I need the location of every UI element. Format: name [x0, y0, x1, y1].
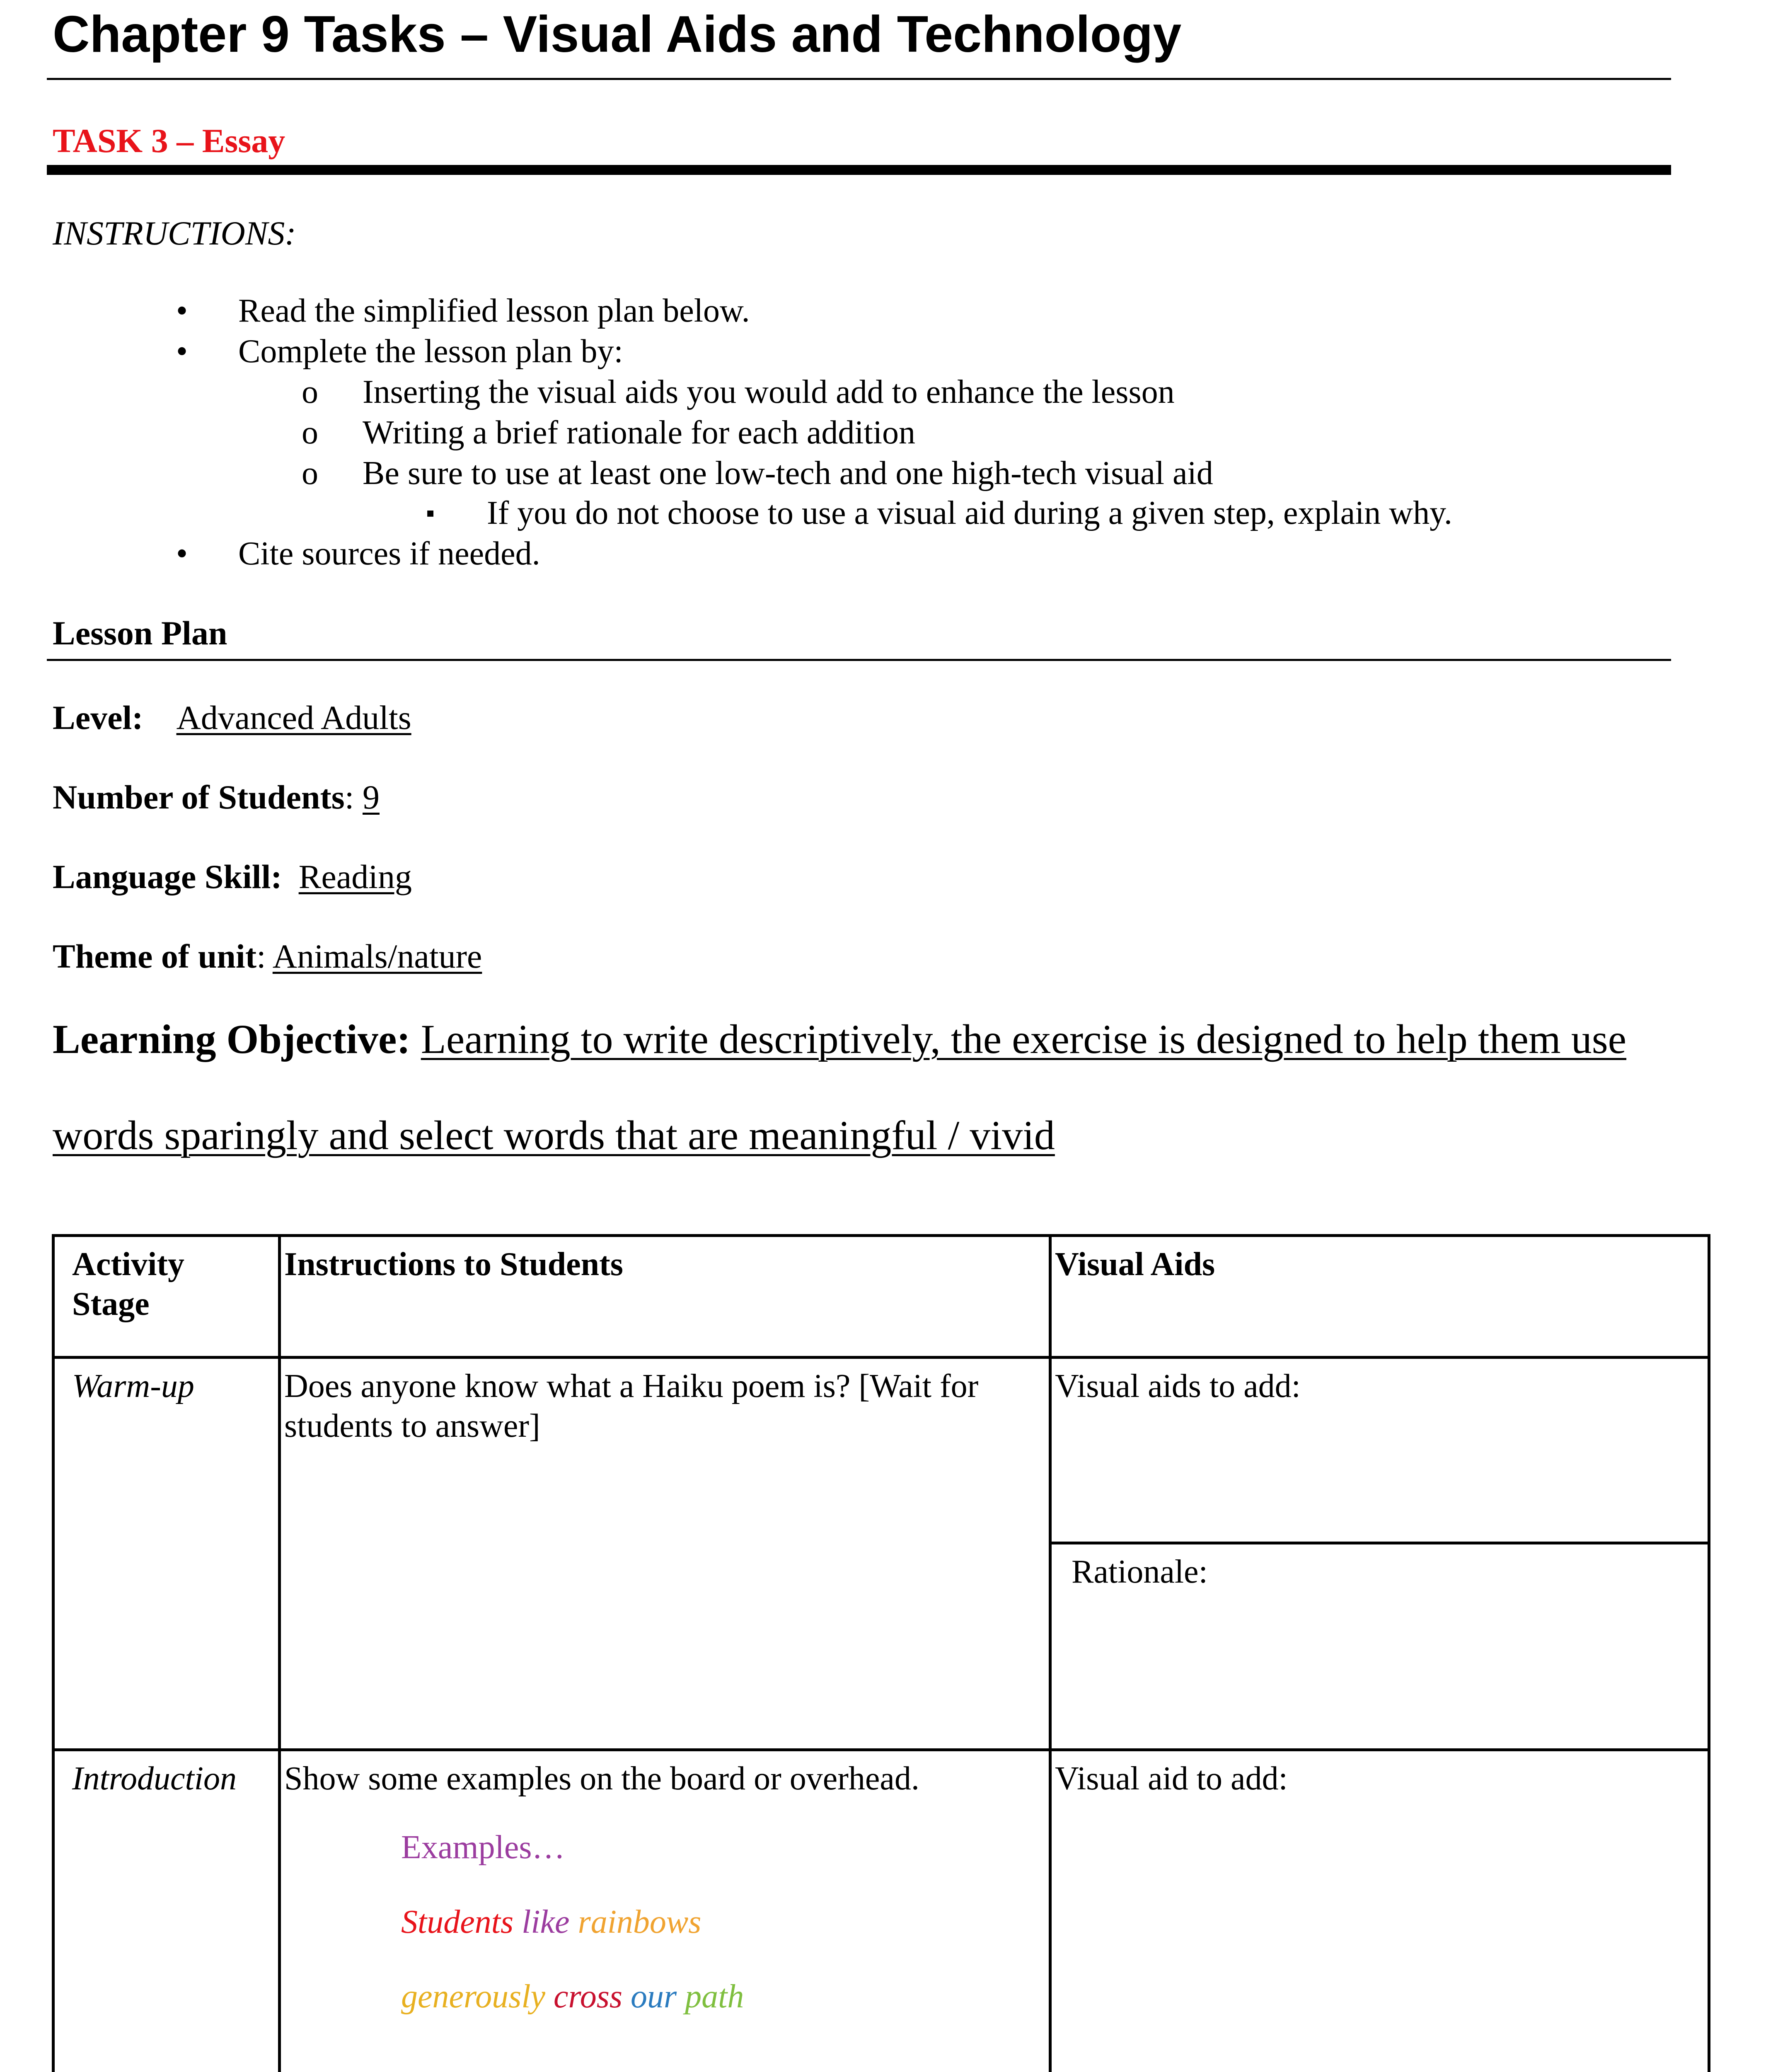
haiku-word: rainbows: [578, 1904, 702, 1940]
bullet-marker: o: [302, 455, 318, 491]
theme-row: [53, 937, 482, 976]
warmup-instructions-cell: [280, 1358, 1050, 1750]
instruction-text: Writing a brief rationale for each addition: [363, 414, 915, 451]
intro-stage-cell: [53, 1750, 280, 2072]
warmup-instructions: Does anyone know what a Haiku poem is? [Wait for students to answer]: [284, 1368, 979, 1444]
haiku-word: generously: [401, 1978, 546, 2015]
instruction-text: Read the simplified lesson plan below.: [238, 293, 750, 329]
warmup-visual-label: Visual aids to add:: [1055, 1368, 1301, 1404]
instruction-text: Complete the lesson plan by:: [238, 333, 623, 370]
task-divider: [47, 165, 1671, 175]
bullet-marker: •: [176, 293, 188, 329]
skill-label: Language Skill:: [53, 858, 282, 896]
warmup-stage-cell: [53, 1358, 280, 1750]
bullet-marker: o: [302, 414, 318, 451]
level-row: [53, 698, 411, 738]
examples-label: Examples…: [401, 1829, 565, 1866]
students-value: 9: [362, 778, 380, 816]
warmup-rationale-area[interactable]: [1052, 1544, 1708, 1592]
haiku-word: our: [630, 1978, 677, 2015]
level-value: Advanced Adults: [176, 699, 411, 736]
header-instructions-cell: [280, 1236, 1050, 1358]
intro-instructions-cell: [280, 1750, 1050, 2072]
warmup-visual-split: [1052, 1359, 1708, 1748]
students-colon: :: [344, 778, 354, 816]
haiku-line-1: [401, 1902, 1049, 1942]
lesson-plan-title: Lesson Plan: [53, 614, 227, 652]
bullet-marker: o: [302, 374, 318, 410]
skill-row: [53, 857, 412, 897]
instructions-label: INSTRUCTIONS:: [53, 214, 296, 252]
instruction-text: Cite sources if needed.: [238, 535, 540, 572]
skill-value: Reading: [298, 858, 412, 896]
header-instructions: Instructions to Students: [284, 1246, 623, 1283]
objective-label: Learning Objective:: [53, 1016, 411, 1062]
haiku-word: path: [685, 1978, 744, 2015]
warmup-stage: Warm-up: [72, 1368, 194, 1404]
students-label: Number of Students: [53, 778, 345, 816]
intro-stage: Introduction: [72, 1760, 237, 1797]
haiku-word: cross: [554, 1978, 622, 2015]
header-stage: Activity Stage: [72, 1246, 185, 1322]
intro-visual-label: Visual aid to add:: [1055, 1760, 1288, 1797]
bullet-marker: ▪: [426, 499, 435, 527]
haiku-examples: [281, 1828, 1049, 2016]
lesson-plan-table: [52, 1234, 1710, 2072]
theme-colon: :: [256, 937, 266, 975]
table-row-introduction: [53, 1750, 1709, 2072]
table-header-row: [53, 1236, 1709, 1358]
warmup-visual-cell: [1050, 1358, 1709, 1750]
theme-value: Animals/nature: [272, 937, 482, 975]
objective-line-1: [53, 1014, 1626, 1064]
bullet-marker: •: [176, 333, 188, 370]
table-row-warmup: [53, 1358, 1709, 1750]
bullet-marker: •: [176, 535, 188, 572]
chapter-title: Chapter 9 Tasks – Visual Aids and Technology: [53, 6, 1182, 63]
task-title: TASK 3 – Essay: [53, 122, 285, 160]
haiku-line-2: [401, 1977, 1049, 2016]
intro-instructions: Show some examples on the board or overhead.: [284, 1760, 919, 1797]
intro-visual-cell[interactable]: [1050, 1750, 1709, 2072]
warmup-visual-aids-area[interactable]: [1052, 1359, 1708, 1544]
header-stage-cell: [53, 1236, 280, 1358]
theme-label: Theme of unit: [53, 937, 256, 975]
instruction-text: Inserting the visual aids you would add to enhance the lesson: [363, 374, 1175, 410]
objective-line-2: [53, 1111, 1055, 1160]
level-label: Level:: [53, 699, 143, 736]
instruction-text: Be sure to use at least one low-tech and one high-tech visual aid: [363, 455, 1213, 491]
students-row: [53, 777, 380, 817]
lesson-plan-divider: [47, 659, 1671, 661]
title-divider: [47, 78, 1671, 80]
instruction-text: If you do not choose to use a visual aid during a given step, explain why.: [487, 495, 1452, 531]
objective-text-1: Learning to write descriptively, the exercise is designed to help them use: [421, 1016, 1627, 1062]
warmup-rationale-label: Rationale:: [1072, 1554, 1208, 1590]
objective-text-2: words sparingly and select words that are meaningful / vivid: [53, 1112, 1055, 1158]
haiku-word: like: [522, 1904, 570, 1940]
header-visual: Visual Aids: [1055, 1246, 1215, 1283]
haiku-word: Students: [401, 1904, 514, 1940]
header-visual-cell: [1050, 1236, 1709, 1358]
